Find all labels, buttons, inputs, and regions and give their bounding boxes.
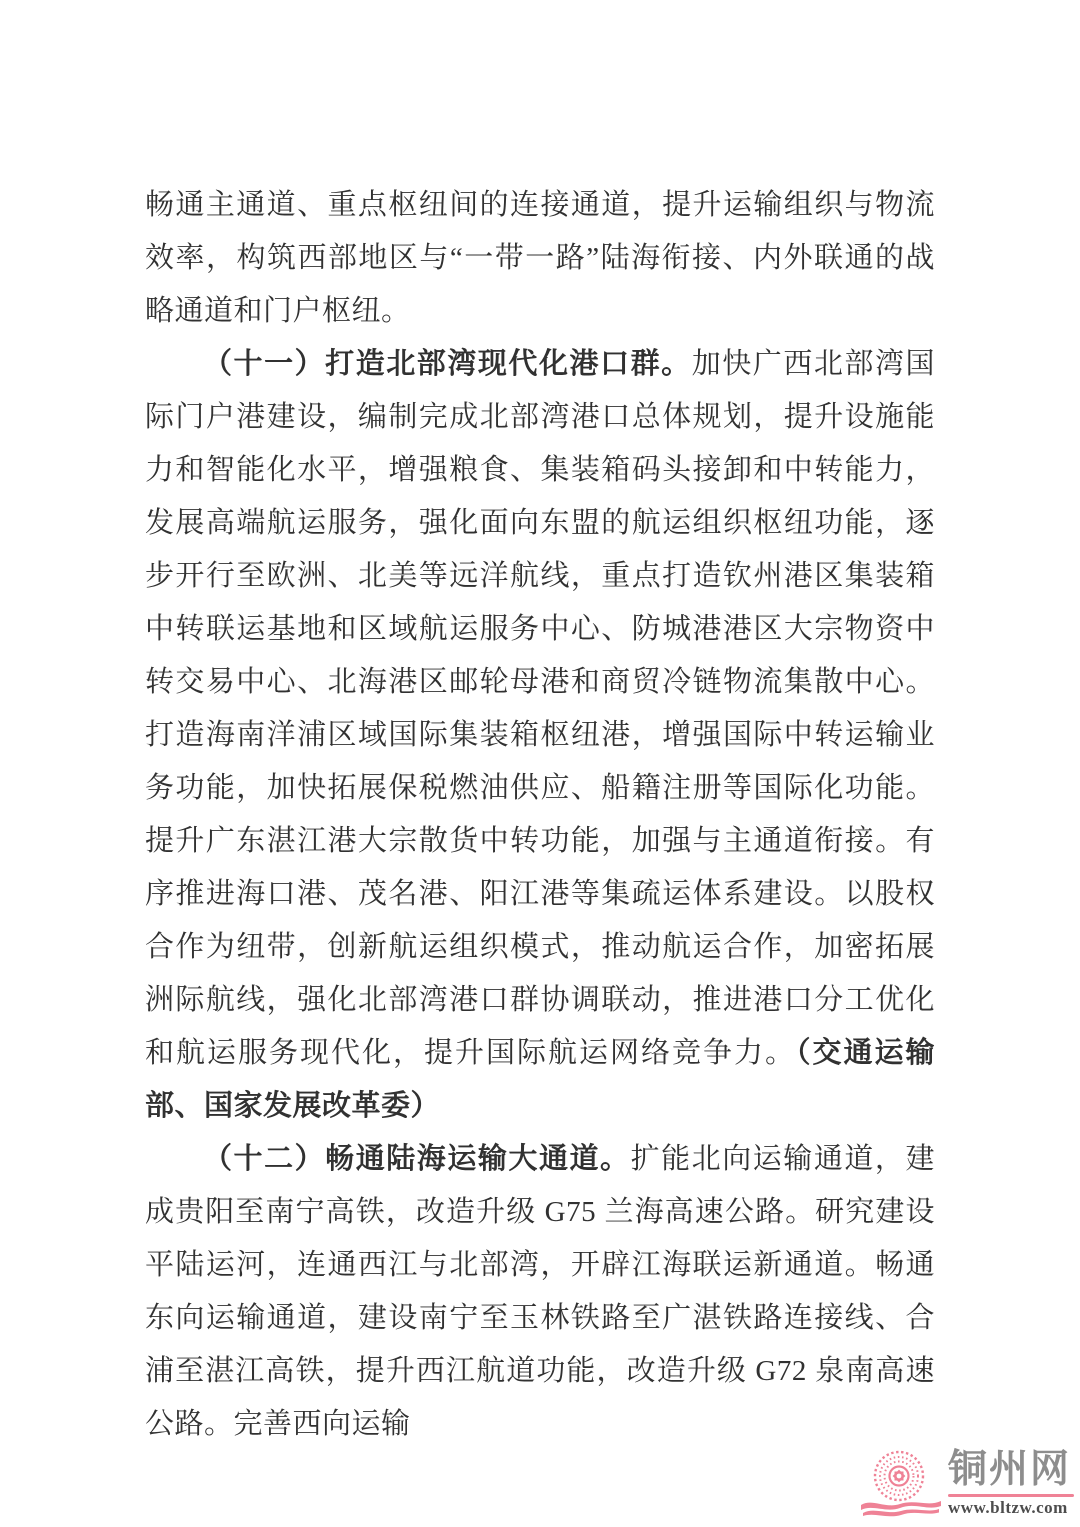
item-11-body-run: 加快广西北部湾国际门户港建设，编制完成北部湾港口总体规划，提升设施能力和智能化水平，增强粮食、集装箱码头接卸和中转能力，发展高端航运服务，强化面向东盟的航运组织枢纽功能，逐步开行至欧洲、北美等远洋航线，重点打造钦州港区集装箱中转联运基地和区域航运服务中心、防城港港区大宗物资中转交易中心、北海港区邮轮母港和商贸冷链物流集散中心。打造海南洋浦区域国际集装箱枢纽港，增强国际中转运输业务功能，加快拓展保税燃油供应、船籍注册等国际化功能。提升广东湛江港大宗散货中转功能，加强与主通道衔接。有序推进海口港、茂名港、阳江港等集疏运体系建设。以股权合作为纽带，创新航运组织模式，推动航运合作，加密拓展洲际航线，强化北部湾港口群协调联动，推进港口分工优化和航运服务现代化，提升国际航运网络竞争力。 xyxy=(145,348,935,1069)
item-12-heading-run: （十二）畅通陆海运输大通道。 xyxy=(203,1143,631,1175)
watermark-site-name: 铜州网 xyxy=(948,1448,1072,1491)
site-logo-icon xyxy=(860,1449,942,1519)
paragraph-continuation xyxy=(145,179,935,338)
watermark-site-url: www.bltzw.com xyxy=(948,1498,1068,1517)
paragraph-item-11 xyxy=(145,338,935,1133)
item-11-heading-run: （十一）打造北部湾现代化港口群。 xyxy=(203,348,692,380)
paragraph-item-12 xyxy=(145,1133,935,1451)
text-run: 畅通主通道、重点枢纽间的连接通道，提升运输组织与物流效率，构筑西部地区与“一带一路”陆海衔接、内外联通的战略通道和门户枢纽。 xyxy=(145,189,935,327)
document-text xyxy=(145,179,935,1451)
watermark-text-block xyxy=(948,1448,1074,1519)
watermark xyxy=(860,1448,1074,1519)
item-11-agencies-run: （交通运输部、国家发展改革委） xyxy=(145,1037,935,1122)
item-12-body-run: 扩能北向运输通道，建成贵阳至南宁高铁，改造升级 G75 兰海高速公路。研究建设平陆运河，连通西江与北部湾，开辟江海联运新通道。畅通东向运输通道，建设南宁至玉林铁路至广湛铁路连接线、合浦至湛江高铁，提升西江航道功能，改造升级 G72 泉南高速公路。完善西向运输 xyxy=(145,1143,935,1440)
watermark-divider xyxy=(948,1494,1074,1497)
